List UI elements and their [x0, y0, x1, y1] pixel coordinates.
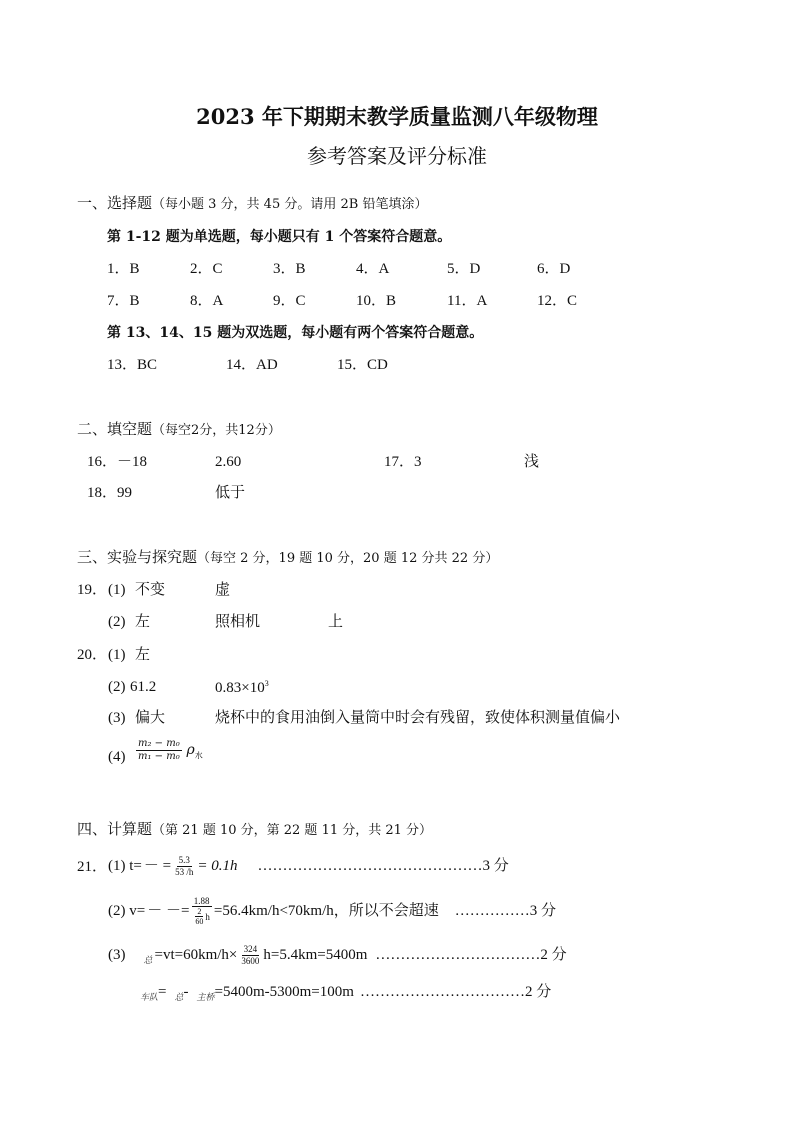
- q21-2-inner-fraction: [193, 907, 205, 926]
- single-choice-note: 第 1-12 题为单选题，每小题只有 1 个答案符合题意。: [107, 229, 452, 245]
- q21-1-score: ………………………………………3 分: [257, 857, 509, 874]
- q21-4-equals: =: [158, 983, 167, 1000]
- q19-number: 19．: [77, 582, 108, 598]
- page-subtitle: 参考答案及评分标准: [307, 144, 487, 168]
- q21-1-result: = 0.1h: [197, 857, 238, 874]
- q20-1-answer-a: 左: [135, 647, 151, 663]
- q20-3-label: (3): [108, 710, 126, 726]
- q21-2-fraction: [191, 896, 212, 927]
- answer-5: 5．D: [447, 261, 481, 277]
- answer-7: 7．B: [107, 293, 140, 309]
- q19-1-answer-b: 虚: [215, 582, 231, 598]
- q20-2-answer-b: [215, 680, 269, 696]
- section-3-title: 三、实验与探究题: [77, 548, 198, 566]
- q21-1-numerator: 5.3: [178, 855, 190, 866]
- q20-number: 20．: [77, 647, 108, 663]
- q19-2-answer-b: 照相机: [215, 614, 261, 630]
- q19-2-answer-a: 左: [135, 614, 151, 630]
- q20-2-label: (2): [108, 679, 126, 695]
- q21-2-unit: h: [205, 911, 210, 922]
- q21-4-minus: -: [183, 983, 189, 1000]
- q21-line-1: [108, 851, 509, 881]
- rho-subscript: 水: [194, 751, 203, 760]
- q16-label: 16．: [87, 454, 118, 470]
- q21-line-3: [108, 940, 567, 970]
- q21-number: 21．: [77, 859, 108, 875]
- q20-4-formula: [136, 738, 203, 762]
- section-4-title: 四、计算题: [77, 820, 153, 838]
- q21-1-denominator: 53 /h: [175, 866, 194, 877]
- q21-line-2: [108, 893, 556, 929]
- section-3-heading: [77, 550, 498, 565]
- q21-1-fraction: [173, 855, 195, 877]
- density-exponent: 3: [264, 679, 269, 688]
- section-1-title: 一、选择题: [77, 194, 153, 212]
- q19-1-answer-a: 不变: [135, 582, 166, 598]
- section-4-heading: [77, 822, 432, 837]
- q21-2-label: (2) v=: [108, 902, 146, 919]
- section-1-note: （每小题 3 分，共 45 分。请用 2B 铅笔填涂）: [152, 197, 428, 212]
- answer-11: 11．A: [447, 293, 488, 309]
- q20-4-fraction: [136, 738, 182, 762]
- answer-2: 2．C: [190, 261, 223, 277]
- q21-2-dash: － －=: [147, 902, 190, 919]
- q20-3-answer-b: 烧杯中的食用油倒入量筒中时会有残留，致使体积测量值偏小: [215, 710, 621, 726]
- q16-number: [87, 455, 147, 470]
- q21-4-score: ……………………………2 分: [359, 983, 552, 1000]
- section-1-heading: [77, 196, 427, 211]
- page-title: 2023 年下期期末教学质量监测八年级物理: [196, 104, 598, 129]
- q21-3-denominator: 3600: [241, 955, 260, 966]
- double-choice-note: 第 13、14、15 题为双选题，每小题有两个答案符合题意。: [107, 325, 484, 341]
- q16-answer-a: －18: [117, 454, 148, 470]
- q21-2-inner-numerator: 2: [197, 906, 202, 916]
- q21-3-numerator: 324: [243, 944, 258, 955]
- rho-symbol: ρ: [186, 742, 195, 758]
- q21-3-result: h=5.4km=5400m: [263, 946, 368, 963]
- density-value: 0.83×10: [215, 680, 265, 696]
- q21-2-score: ……………3 分: [454, 902, 557, 919]
- q21-2-denominator: [191, 907, 212, 926]
- q19-1-label: (1): [108, 582, 126, 598]
- q21-1-dash: － =: [143, 857, 172, 874]
- answer-6: 6．D: [537, 261, 571, 277]
- q20-4-denominator: m₁ − m₀: [138, 750, 180, 762]
- q20-2-answer-a: 61.2: [130, 679, 157, 695]
- answer-14: 14．AD: [226, 357, 278, 373]
- q20-4-label: (4): [108, 749, 126, 765]
- q17-answer-b: 浅: [524, 454, 540, 470]
- q21-4-sub-bridge: 主桥: [196, 991, 215, 1002]
- section-2-note: （每空2分，共12分）: [152, 423, 281, 438]
- section-3-note: （每空 2 分，19 题 10 分，20 题 12 分共 22 分）: [197, 551, 499, 566]
- q18-answer-b: 低于: [215, 485, 246, 501]
- q21-2-inner-denominator: 60: [195, 917, 204, 927]
- q21-3-label: (3): [108, 946, 126, 963]
- q21-3-subscript: 总: [143, 954, 153, 965]
- q21-4-result: =5400m-5300m=100m: [214, 983, 354, 1000]
- q16-answer-b: 2.60: [215, 454, 242, 470]
- q20-3-answer-a: 偏大: [135, 710, 166, 726]
- answer-8: 8．A: [190, 293, 224, 309]
- q21-4-sub-convoy: 车队: [140, 991, 159, 1002]
- q21-2-result: =56.4km/h<70km/h，所以不会超速: [213, 902, 439, 919]
- q21-line-4: [140, 980, 551, 1004]
- answer-15: 15．CD: [337, 357, 388, 373]
- section-4-note: （第 21 题 10 分，第 22 题 11 分，共 21 分）: [152, 823, 433, 838]
- answer-3: 3．B: [273, 261, 306, 277]
- q19-2-label: (2): [108, 614, 126, 630]
- section-2-title: 二、填空题: [77, 420, 153, 438]
- q21-2-numerator: 1.88: [193, 895, 210, 906]
- q21-3-expression: =vt=60km/h×: [154, 946, 238, 963]
- q20-4-numerator: m₂ − m₀: [138, 738, 180, 749]
- q21-3-fraction: [239, 944, 261, 966]
- answer-4: 4．A: [356, 261, 390, 277]
- answer-13: 13．BC: [107, 357, 158, 373]
- answer-10: 10．B: [356, 293, 397, 309]
- answer-9: 9．C: [273, 293, 306, 309]
- q21-4-sub-total: 总: [174, 991, 184, 1002]
- q19-2-answer-c: 上: [328, 614, 344, 630]
- q21-1-label: (1) t=: [108, 857, 142, 874]
- q18-answer-a: 18．99: [87, 485, 133, 501]
- answer-1: 1．B: [107, 261, 140, 277]
- q21-3-score: ……………………………2 分: [375, 946, 567, 963]
- section-2-heading: [77, 422, 281, 437]
- q17-answer-a: 17．3: [384, 454, 422, 470]
- answer-12: 12．C: [537, 293, 578, 309]
- q20-1-label: (1): [108, 647, 126, 663]
